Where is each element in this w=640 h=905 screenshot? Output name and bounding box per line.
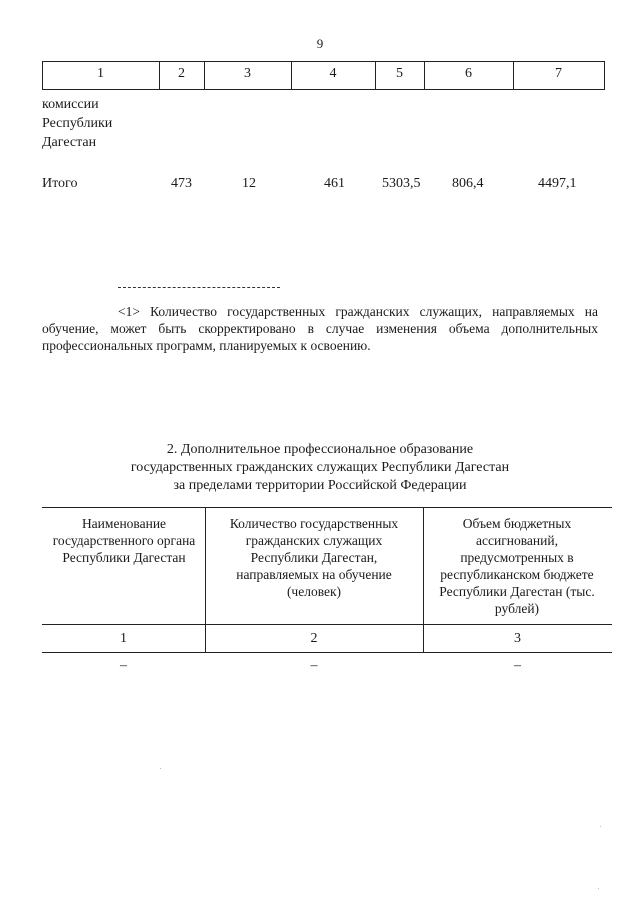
- table-header-cell: 2: [178, 66, 185, 81]
- column-header-count: Количество государственных гражданских служащих Республики Дагестан, направляемых на обучение (человек): [229, 516, 399, 599]
- continued-organ-name: [42, 95, 112, 152]
- organ-name-line: комиссии: [42, 97, 99, 112]
- total-value: 12: [242, 176, 256, 191]
- table-header-cell: 3: [244, 66, 251, 81]
- table-top-rule: [42, 507, 612, 508]
- table-header-cell: 5: [396, 66, 403, 81]
- column-header-budget: Объем бюджетных ассигнований, предусмотренных в республиканском бюджете Республики Дагестан (тыс. рублей): [439, 516, 595, 616]
- total-value: 806,4: [452, 176, 484, 191]
- total-label: Итого: [42, 176, 78, 191]
- section-title-line: за пределами территории Российской Федерации: [173, 478, 467, 493]
- footnote-text: <1> Количество государственных гражданских служащих, направляемых на обучение, может быть скорректировано в случае изменения объема дополнительных профессиональных программ, планируемых к освоению.: [42, 304, 598, 353]
- table-header-rule: [42, 89, 604, 90]
- section-title-line: государственных гражданских служащих Республики Дагестан: [130, 460, 510, 475]
- table-header-cell: 4: [329, 66, 337, 81]
- table-number-rule: [42, 652, 612, 653]
- total-value: 473: [171, 176, 192, 191]
- page-number: 9: [316, 36, 324, 51]
- organ-name-line: Республики: [42, 116, 113, 131]
- total-value: 5303,5: [382, 176, 421, 191]
- table-top-rule: [42, 61, 604, 62]
- table-cell-empty: –: [310, 658, 318, 673]
- total-value: 461: [324, 176, 345, 191]
- table-header-rule: [42, 624, 612, 625]
- organ-name-line: Дагестан: [42, 135, 97, 150]
- table-border: [604, 61, 605, 90]
- table-header-cell: 7: [555, 66, 562, 81]
- column-header-organ: Наименование государственного органа Республики Дагестан: [52, 516, 196, 565]
- table-cell-empty: –: [514, 658, 521, 673]
- scan-speck: [600, 826, 601, 827]
- section-title: [42, 441, 598, 495]
- column-number: 2: [310, 631, 318, 646]
- footnote-separator: [118, 287, 280, 288]
- column-number: 1: [120, 631, 127, 646]
- column-number: 3: [514, 631, 521, 646]
- total-value: 4497,1: [538, 176, 577, 191]
- table-cell-empty: –: [120, 658, 127, 673]
- section-title-line: 2. Дополнительное профессиональное образование: [166, 442, 474, 457]
- table-header-cell: 6: [465, 66, 472, 81]
- scan-speck: [160, 768, 161, 769]
- scan-speck: [598, 888, 599, 889]
- table-header-cell: 1: [97, 66, 104, 81]
